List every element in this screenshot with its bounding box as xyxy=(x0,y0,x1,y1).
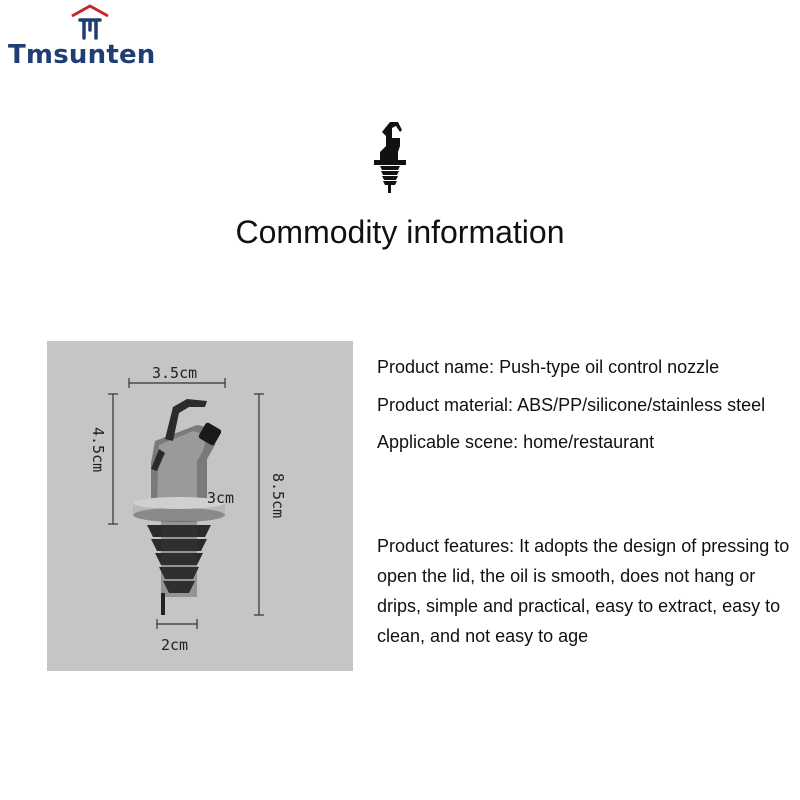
product-material-text: Product material: ABS/PP/silicone/stainless steel xyxy=(377,395,766,415)
dim-bottom-width: 2cm xyxy=(161,636,189,654)
oil-nozzle-illustration xyxy=(47,341,353,671)
brand-name: Tmsunten xyxy=(8,40,156,70)
oil-nozzle-icon xyxy=(368,116,412,196)
applicable-scene-text: Applicable scene: home/restaurant xyxy=(377,432,655,452)
brand-logo xyxy=(6,2,176,74)
dim-head-height: 4.5cm xyxy=(89,427,107,473)
dim-base-width: 3cm xyxy=(207,489,235,507)
house-roof-logo-icon xyxy=(68,2,112,42)
product-dimension-photo xyxy=(47,341,353,671)
dim-top-width: 3.5cm xyxy=(152,364,198,382)
product-features-text: Product features: It adopts the design of pressing to open the lid, the oil is smooth, does not hang or drips, simple and practical, easy to extract, easy to clean, and not easy to age xyxy=(377,536,790,646)
dim-total-height: 8.5cm xyxy=(269,473,287,519)
page-title: Commodity information xyxy=(235,214,565,250)
product-name-text: Product name: Push-type oil control nozzle xyxy=(377,357,720,377)
